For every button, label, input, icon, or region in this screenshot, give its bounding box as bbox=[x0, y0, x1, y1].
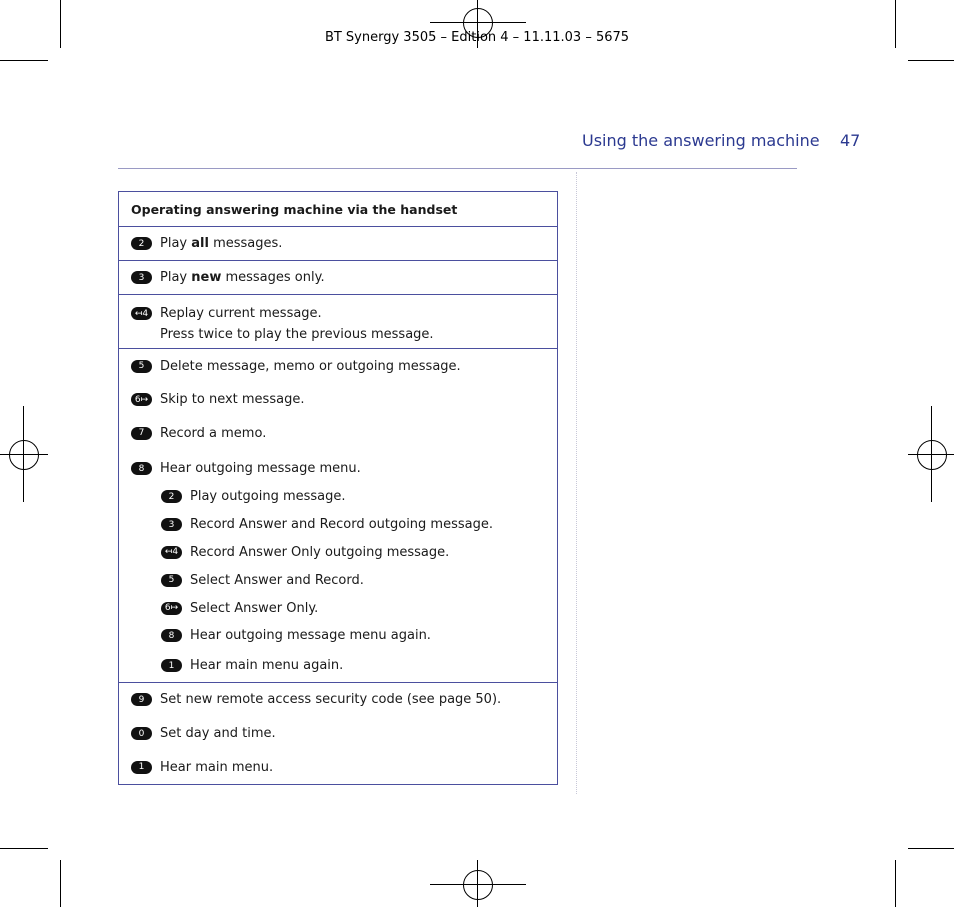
list-item bbox=[119, 450, 557, 483]
sub-list-item bbox=[119, 622, 557, 650]
crop-mark bbox=[60, 860, 61, 907]
key-8-icon: 8 bbox=[131, 462, 152, 475]
sub-list-item bbox=[119, 650, 557, 682]
crop-mark bbox=[0, 848, 48, 849]
sub-list-item bbox=[119, 511, 557, 539]
list-item bbox=[119, 717, 557, 751]
handset-commands-table bbox=[118, 191, 558, 785]
item-text: Play new messages only. bbox=[160, 270, 325, 285]
column-divider bbox=[576, 172, 577, 794]
item-text: Replay current message. Press twice to play the previous message. bbox=[160, 306, 434, 342]
item-text: Play all messages. bbox=[160, 236, 283, 251]
item-text: Set new remote access security code (see page 50). bbox=[160, 692, 502, 708]
sub-list-item bbox=[119, 539, 557, 567]
list-item bbox=[119, 349, 557, 383]
sub-list-item bbox=[119, 566, 557, 594]
sub-list-item bbox=[119, 483, 557, 511]
section-title: Using the answering machine bbox=[582, 131, 820, 150]
page-number: 47 bbox=[840, 131, 861, 150]
registration-mark bbox=[9, 440, 39, 470]
key-1-icon: 1 bbox=[131, 761, 152, 774]
key-5-icon: 5 bbox=[161, 574, 182, 587]
key-0-icon: 0 bbox=[131, 727, 152, 740]
item-text: Skip to next message. bbox=[160, 392, 305, 408]
section-play-new bbox=[119, 261, 557, 295]
sub-list-item bbox=[119, 594, 557, 622]
list-item bbox=[119, 417, 557, 451]
key-3-icon: 3 bbox=[161, 518, 182, 531]
key-4-rewind-icon: ↤4 bbox=[161, 546, 182, 559]
section-play-all bbox=[119, 227, 557, 261]
section-message-actions bbox=[119, 349, 557, 683]
header-rule bbox=[118, 168, 797, 169]
item-text: Hear main menu again. bbox=[190, 658, 344, 674]
registration-mark bbox=[917, 440, 947, 470]
list-item bbox=[119, 683, 557, 717]
key-8-icon: 8 bbox=[161, 629, 182, 642]
item-text: Hear outgoing message menu again. bbox=[190, 628, 431, 644]
key-7-icon: 7 bbox=[131, 427, 152, 440]
item-text: Play outgoing message. bbox=[190, 489, 346, 505]
item-text: Record Answer and Record outgoing message. bbox=[190, 517, 493, 533]
item-text: Hear outgoing message menu. bbox=[160, 461, 361, 476]
key-6-skip-icon: 6↦ bbox=[131, 393, 152, 406]
key-2-icon: 2 bbox=[161, 490, 182, 503]
item-text: Record a memo. bbox=[160, 425, 267, 441]
crop-mark bbox=[0, 60, 48, 61]
key-4-rewind-icon: ↤4 bbox=[131, 307, 152, 320]
crop-mark bbox=[908, 60, 954, 61]
section-replay bbox=[119, 295, 557, 349]
key-2-icon: 2 bbox=[131, 237, 152, 250]
item-text: Select Answer and Record. bbox=[190, 572, 364, 588]
section-settings bbox=[119, 683, 557, 784]
item-text: Hear main menu. bbox=[160, 759, 274, 775]
key-5-icon: 5 bbox=[131, 360, 152, 373]
list-item bbox=[119, 383, 557, 417]
print-reference: BT Synergy 3505 – Edition 4 – 11.11.03 – 5675 bbox=[324, 30, 630, 45]
key-1-icon: 1 bbox=[161, 659, 182, 672]
item-text: Delete message, memo or outgoing message. bbox=[160, 358, 461, 374]
key-3-icon: 3 bbox=[131, 271, 152, 284]
item-text: Set day and time. bbox=[160, 726, 276, 742]
list-item bbox=[119, 295, 557, 348]
item-text: Select Answer Only. bbox=[190, 600, 319, 616]
crop-mark bbox=[895, 860, 896, 907]
list-item bbox=[119, 227, 557, 260]
item-text: Record Answer Only outgoing message. bbox=[190, 544, 450, 560]
registration-mark bbox=[463, 870, 493, 900]
list-item bbox=[119, 261, 557, 294]
key-6-skip-icon: 6↦ bbox=[161, 602, 182, 615]
table-title: Operating answering machine via the handset bbox=[119, 192, 557, 227]
list-item bbox=[119, 751, 557, 784]
key-9-icon: 9 bbox=[131, 693, 152, 706]
crop-mark bbox=[908, 848, 954, 849]
